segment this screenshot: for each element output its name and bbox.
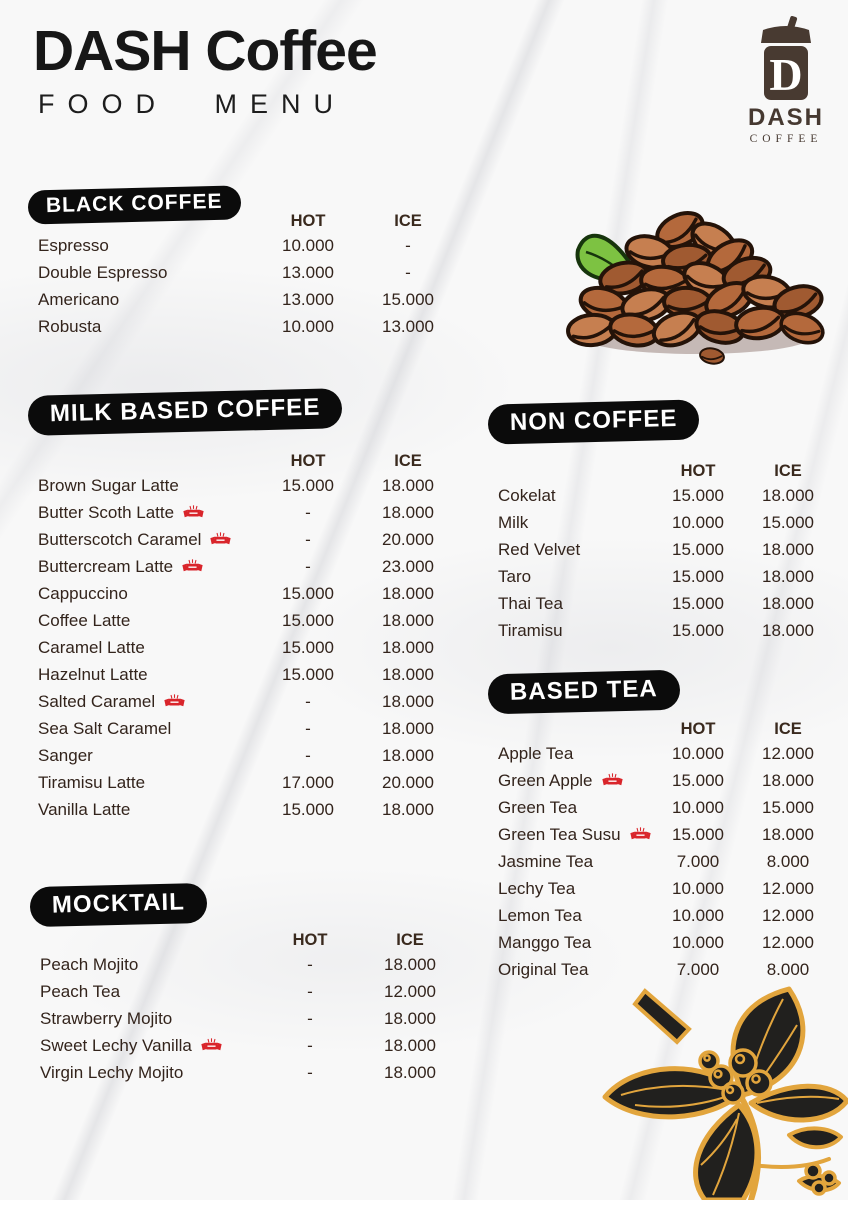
- ice-price: 18.000: [762, 620, 814, 640]
- hot-column-header: HOT: [680, 719, 716, 738]
- hot-price: -: [307, 954, 313, 974]
- ice-price: 12.000: [384, 981, 436, 1001]
- hot-price: 15.000: [282, 637, 334, 657]
- section-black-coffee: [28, 188, 458, 340]
- hot-price: 13.000: [282, 289, 334, 309]
- item-name: Virgin Lechy Mojito: [40, 1062, 184, 1082]
- hot-price: -: [307, 981, 313, 1001]
- menu-item-row: [488, 821, 833, 848]
- page-subtitle: FOOD MENU: [38, 89, 346, 119]
- item-name: Caramel Latte: [38, 637, 145, 657]
- hot-price: 10.000: [282, 235, 334, 255]
- ice-price: 18.000: [382, 691, 434, 711]
- ice-price: 18.000: [382, 799, 434, 819]
- ice-price: 18.000: [762, 593, 814, 613]
- item-name: Robusta: [38, 316, 102, 336]
- menu-item-row: [488, 929, 833, 956]
- menu-item-row: [28, 472, 458, 499]
- ice-price: 12.000: [762, 878, 814, 898]
- item-name: Sanger: [38, 745, 93, 765]
- recommended-badge-icon: [200, 1038, 223, 1053]
- hot-column-header: HOT: [680, 461, 716, 480]
- menu-item-row: [488, 509, 833, 536]
- hot-column-header: HOT: [290, 211, 326, 230]
- ice-column-header: ICE: [394, 451, 422, 470]
- ice-price: 18.000: [382, 664, 434, 684]
- ice-price: 18.000: [382, 583, 434, 603]
- item-name: Green Tea Susu: [488, 825, 653, 845]
- hot-column-header: HOT: [292, 930, 328, 949]
- hot-price: 15.000: [672, 824, 724, 844]
- hot-price: 15.000: [672, 539, 724, 559]
- menu-item-row: [488, 767, 833, 794]
- item-name: Salted Caramel: [28, 692, 258, 712]
- ice-price: 18.000: [762, 539, 814, 559]
- item-name: Original Tea: [498, 959, 589, 979]
- ice-price: 18.000: [384, 1062, 436, 1082]
- menu-item-row: [488, 875, 833, 902]
- hot-price: -: [305, 691, 311, 711]
- item-name: Jasmine Tea: [498, 851, 594, 871]
- item-name: Cappuccino: [38, 583, 128, 603]
- hot-price: 15.000: [672, 593, 724, 613]
- hot-price: 15.000: [672, 770, 724, 790]
- logo-brand-name: DASH: [747, 104, 824, 131]
- hot-price: 10.000: [672, 743, 724, 763]
- hot-price: 15.000: [672, 566, 724, 586]
- item-name: Buttercream Latte: [28, 557, 258, 577]
- hot-price: 10.000: [672, 797, 724, 817]
- menu-item-row: [28, 232, 458, 259]
- ice-price: 23.000: [382, 556, 434, 576]
- page-title: DASH Coffee: [33, 19, 377, 83]
- item-name: Americano: [38, 289, 120, 309]
- menu-items-milk-based-coffee: [28, 472, 458, 823]
- item-name: Butterscotch Caramel: [28, 530, 258, 550]
- hot-price: -: [305, 556, 311, 576]
- item-name: Red Velvet: [498, 539, 581, 559]
- price-columns-header: [30, 929, 460, 951]
- item-name: Sea Salt Caramel: [38, 718, 172, 738]
- section-non-coffee: [488, 402, 833, 644]
- recommended-badge-icon: [629, 827, 652, 842]
- hot-price: 17.000: [282, 772, 334, 792]
- logo-brand-sub: COFFEE: [749, 133, 823, 145]
- hot-price: -: [305, 529, 311, 549]
- menu-item-row: [488, 563, 833, 590]
- ice-price: 18.000: [384, 954, 436, 974]
- hot-price: 15.000: [282, 664, 334, 684]
- recommended-badge-icon: [182, 505, 205, 520]
- ice-price: 12.000: [762, 905, 814, 925]
- item-name: Hazelnut Latte: [38, 664, 148, 684]
- recommended-badge-icon: [181, 559, 204, 574]
- hot-price: -: [307, 1062, 313, 1082]
- menu-item-row: [28, 259, 458, 286]
- item-name: Green Tea: [498, 797, 578, 817]
- hot-price: 15.000: [282, 610, 334, 630]
- ice-column-header: ICE: [394, 211, 422, 230]
- ice-price: 8.000: [766, 959, 810, 979]
- item-name: Apple Tea: [498, 743, 574, 763]
- ice-price: 13.000: [382, 316, 434, 336]
- ice-price: 18.000: [384, 1008, 436, 1028]
- ice-price: 18.000: [382, 610, 434, 630]
- hot-price: 15.000: [672, 620, 724, 640]
- ice-price: 18.000: [382, 502, 434, 522]
- section-pill-milk-based-coffee: MILK BASED COFFEE: [28, 388, 343, 436]
- menu-item-row: [30, 951, 460, 978]
- menu-item-row: [30, 1005, 460, 1032]
- item-name: Manggo Tea: [498, 932, 592, 952]
- ice-price: 18.000: [382, 637, 434, 657]
- menu-item-row: [28, 553, 458, 580]
- hot-price: 15.000: [282, 475, 334, 495]
- item-name: Lemon Tea: [498, 905, 582, 925]
- coffee-beans-illustration: [562, 190, 840, 365]
- menu-item-row: [488, 848, 833, 875]
- menu-item-row: [28, 742, 458, 769]
- menu-item-row: [28, 607, 458, 634]
- hot-price: 15.000: [672, 485, 724, 505]
- item-name: Coffee Latte: [38, 610, 131, 630]
- menu-items-black-coffee: [28, 232, 458, 340]
- menu-item-row: [488, 617, 833, 644]
- hot-price: 13.000: [282, 262, 334, 282]
- menu-item-row: [488, 740, 833, 767]
- menu-item-row: [488, 590, 833, 617]
- svg-text:D: D: [769, 49, 803, 100]
- ice-price: -: [405, 235, 411, 255]
- hot-price: 15.000: [282, 583, 334, 603]
- menu-item-row: [30, 1059, 460, 1086]
- menu-item-row: [488, 794, 833, 821]
- menu-item-row: [30, 978, 460, 1005]
- menu-item-row: [488, 482, 833, 509]
- item-name: Cokelat: [498, 485, 556, 505]
- section-mocktail: [30, 885, 460, 1086]
- ice-price: 12.000: [762, 743, 814, 763]
- menu-item-row: [28, 580, 458, 607]
- hot-price: -: [307, 1008, 313, 1028]
- hot-price: -: [305, 745, 311, 765]
- item-name: Brown Sugar Latte: [38, 475, 179, 495]
- menu-items-based-tea: [488, 740, 833, 983]
- ice-column-header: ICE: [396, 930, 424, 949]
- price-columns-header: [28, 450, 458, 472]
- item-name: Lechy Tea: [498, 878, 576, 898]
- menu-item-row: [28, 661, 458, 688]
- ice-column-header: ICE: [774, 719, 802, 738]
- ice-price: 18.000: [762, 485, 814, 505]
- hot-price: -: [307, 1035, 313, 1055]
- item-name: Tiramisu Latte: [38, 772, 146, 792]
- item-name: Vanilla Latte: [38, 799, 131, 819]
- ice-column-header: ICE: [774, 461, 802, 480]
- menu-item-row: [488, 536, 833, 563]
- ice-price: -: [405, 262, 411, 282]
- hot-price: 10.000: [282, 316, 334, 336]
- item-name: Espresso: [38, 235, 109, 255]
- hot-price: 7.000: [676, 959, 720, 979]
- price-columns-header: [488, 718, 833, 740]
- section-pill-non-coffee: NON COFFEE: [488, 399, 700, 444]
- ice-price: 18.000: [762, 566, 814, 586]
- menu-item-row: [28, 715, 458, 742]
- ice-price: 18.000: [762, 770, 814, 790]
- price-columns-header: [488, 460, 833, 482]
- item-name: Sweet Lechy Vanilla: [30, 1036, 260, 1056]
- ice-price: 18.000: [762, 824, 814, 844]
- section-pill-based-tea: BASED TEA: [488, 670, 681, 715]
- item-name: Taro: [498, 566, 532, 586]
- menu-item-row: [28, 688, 458, 715]
- menu-item-row: [28, 313, 458, 340]
- item-name: Peach Mojito: [40, 954, 139, 974]
- menu-items-mocktail: [30, 951, 460, 1086]
- item-name: Milk: [498, 512, 529, 532]
- menu-item-row: [28, 769, 458, 796]
- menu-item-row: [28, 526, 458, 553]
- item-name: Green Apple: [488, 771, 653, 791]
- item-name: Double Espresso: [38, 262, 168, 282]
- menu-item-row: [488, 956, 833, 983]
- hot-price: 10.000: [672, 905, 724, 925]
- ice-price: 18.000: [382, 718, 434, 738]
- hot-price: 7.000: [676, 851, 720, 871]
- hot-price: 10.000: [672, 512, 724, 532]
- menu-item-row: [28, 796, 458, 823]
- item-name: Butter Scoth Latte: [28, 503, 258, 523]
- item-name: Peach Tea: [40, 981, 121, 1001]
- recommended-badge-icon: [601, 773, 624, 788]
- section-based-tea: [488, 672, 833, 983]
- coffee-cup-d-icon: [730, 16, 842, 102]
- coffee-branch-illustration: [593, 985, 848, 1200]
- ice-price: 20.000: [382, 529, 434, 549]
- ice-price: 15.000: [762, 512, 814, 532]
- section-milk-based-coffee: [28, 392, 458, 823]
- ice-price: 12.000: [762, 932, 814, 952]
- hot-price: -: [305, 718, 311, 738]
- brand-logo: [730, 16, 842, 145]
- ice-price: 8.000: [766, 851, 810, 871]
- menu-items-non-coffee: [488, 482, 833, 644]
- hot-price: 10.000: [672, 932, 724, 952]
- hot-price: 15.000: [282, 799, 334, 819]
- menu-item-row: [28, 286, 458, 313]
- hot-column-header: HOT: [290, 451, 326, 470]
- recommended-badge-icon: [209, 532, 232, 547]
- ice-price: 18.000: [384, 1035, 436, 1055]
- hot-price: 10.000: [672, 878, 724, 898]
- ice-price: 18.000: [382, 745, 434, 765]
- ice-price: 20.000: [382, 772, 434, 792]
- recommended-badge-icon: [163, 694, 186, 709]
- ice-price: 15.000: [382, 289, 434, 309]
- section-pill-mocktail: MOCKTAIL: [30, 883, 208, 927]
- item-name: Tiramisu: [498, 620, 563, 640]
- menu-item-row: [488, 902, 833, 929]
- ice-price: 18.000: [382, 475, 434, 495]
- menu-item-row: [30, 1032, 460, 1059]
- section-pill-black-coffee: BLACK COFFEE: [28, 185, 241, 224]
- menu-item-row: [28, 499, 458, 526]
- ice-price: 15.000: [762, 797, 814, 817]
- menu-item-row: [28, 634, 458, 661]
- hot-price: -: [305, 502, 311, 522]
- item-name: Thai Tea: [498, 593, 563, 613]
- item-name: Strawberry Mojito: [40, 1008, 173, 1028]
